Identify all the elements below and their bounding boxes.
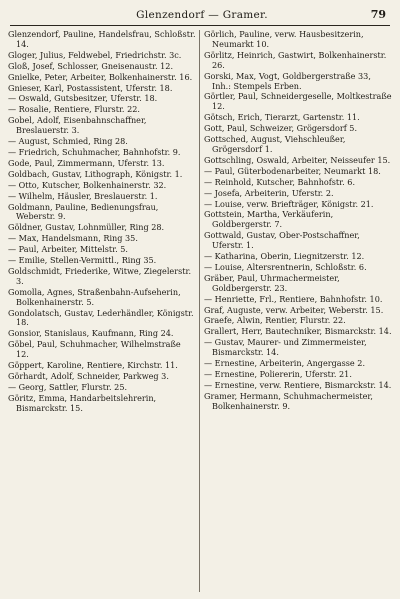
directory-entry: Gloger, Julius, Feldwebel, Friedrichstr. 3c. — [8, 49, 182, 60]
directory-entry: — Louise, Altersrentnerin, Schloßstr. 6. — [204, 261, 367, 272]
directory-entry: Grallert, Herr, Bautechniker, Bismarckstr. 14. — [204, 326, 392, 337]
header-rule — [10, 25, 390, 26]
directory-entry: — August, Schmied, Ring 28. — [8, 136, 128, 147]
directory-entry: Gomolla, Agnes, Straßenbahn-Aufseherin, Bolkenhainerstr. 5. — [8, 286, 181, 307]
directory-entry: Gräber, Paul, Uhrmachermeister, Goldbergerstr. 23. — [204, 272, 340, 293]
left-column — [8, 30, 196, 414]
directory-entry: — Ernestine, verw. Rentiere, Bismarckstr. 14. — [204, 379, 392, 390]
directory-entry: Gondolatsch, Gustav, Lederhändler, Königstr. 18. — [8, 307, 194, 328]
directory-entry: — Josefa, Arbeiterin, Uferstr. 2. — [204, 187, 334, 198]
directory-entry: Göbel, Paul, Schuhmacher, Wilhelmstraße 12. — [8, 339, 181, 360]
column-divider — [199, 30, 200, 592]
directory-entry: — Oswald, Gutsbesitzer, Uferstr. 18. — [8, 93, 158, 104]
directory-entry: Gottstein, Martha, Verkäuferin, Goldbergerstr. 7. — [204, 209, 334, 230]
page-number: 79 — [370, 8, 386, 21]
directory-entry: — Wilhelm, Häusler, Breslauerstr. 1. — [8, 190, 158, 201]
directory-entry: — Friedrich, Schuhmacher, Bahnhofstr. 9. — [8, 146, 181, 157]
directory-entry: Gobel, Adolf, Eisenbahnschaffner, Breslauerstr. 3. — [8, 115, 147, 136]
directory-entry: Göppert, Karoline, Rentiere, Kirchstr. 11. — [8, 360, 178, 371]
directory-entry: — Rosalie, Rentiere, Flurstr. 22. — [8, 104, 140, 115]
directory-entry: — Paul, Arbeiter, Mittelstr. 5. — [8, 244, 128, 255]
directory-entry: Goldbach, Gustav, Lithograph, Königstr. 1. — [8, 168, 183, 179]
directory-entry: Göldner, Gustav, Lohnmüller, Ring 28. — [8, 222, 165, 233]
directory-entry: Görlitz, Heinrich, Gastwirt, Bolkenhainerstr. 26. — [204, 49, 387, 70]
directory-entry: Gnieser, Karl, Postassistent, Uferstr. 18. — [8, 82, 173, 93]
directory-entry: — Katharina, Oberin, Liegnitzerstr. 12. — [204, 251, 365, 262]
right-column — [204, 30, 392, 412]
directory-entry: Graefe, Alwin, Rentier, Flurstr. 22. — [204, 315, 346, 326]
directory-entry: Gottwald, Gustav, Ober-Postschaffner, Uferstr. 1. — [204, 230, 360, 251]
directory-entry: — Reinhold, Kutscher, Bahnhofstr. 6. — [204, 176, 356, 187]
directory-entry: Gramer, Hermann, Schuhmachermeister, Bolkenhainerstr. 9. — [204, 390, 373, 411]
directory-entry: — Otto, Kutscher, Bolkenhainerstr. 32. — [8, 179, 167, 190]
directory-entry: Gnielke, Peter, Arbeiter, Bolkenhainerstr. 16. — [8, 71, 193, 82]
directory-entry: — Ernestine, Arbeiterin, Angergasse 2. — [204, 358, 366, 369]
directory-entry: Gott, Paul, Schweizer, Grögersdorf 5. — [204, 123, 358, 134]
directory-entry: Görlich, Pauline, verw. Hausbesitzerin, Neumarkt 10. — [204, 29, 364, 49]
directory-entry: Graf, Auguste, verw. Arbeiter, Weberstr. 15. — [204, 304, 384, 315]
directory-entry: — Ernestine, Poliererin, Uferstr. 21. — [204, 369, 352, 379]
directory-entry: Görtler, Paul, Schneidergeselle, Moltkestraße 12. — [204, 91, 392, 112]
directory-entry: — Henriette, Frl., Rentiere, Bahnhofstr. 10. — [204, 293, 383, 304]
directory-entry: Göritz, Emma, Handarbeitslehrerin, Bismarckstr. 15. — [8, 392, 157, 413]
directory-entry: Gloß, Josef, Schlosser, Gneisenaustr. 12. — [8, 60, 174, 71]
directory-entry: Gottsched, August, Viehschleußer, Grögersdorf 1. — [204, 134, 346, 154]
directory-entry: Gottschling, Oswald, Arbeiter, Neisseufer 15. — [204, 154, 391, 165]
directory-entry: Gonsior, Stanislaus, Kaufmann, Ring 24. — [8, 328, 174, 339]
directory-entry: Gode, Paul, Zimmermann, Uferstr. 13. — [8, 157, 165, 168]
directory-entry: — Gustav, Maurer- und Zimmermeister, Bismarckstr. 14. — [204, 337, 367, 358]
directory-entry: — Paul, Güterbodenarbeiter, Neumarkt 18. — [204, 165, 381, 176]
directory-entry: — Georg, Sattler, Flurstr. 25. — [8, 381, 128, 392]
page-header — [18, 6, 386, 24]
directory-entry: Glenzendorf, Pauline, Handelsfrau, Schloßstr. 14. — [8, 29, 196, 49]
directory-entry: Görhardt, Adolf, Schneider, Parkweg 3. — [8, 371, 169, 381]
directory-entry: Götsch, Erich, Tierarzt, Gartenstr. 11. — [204, 112, 360, 123]
directory-entry: — Louise, verw. Briefträger, Königstr. 21. — [204, 198, 374, 209]
directory-entry: Goldschmidt, Friederike, Witwe, Ziegelerstr. 3. — [8, 265, 192, 286]
running-title: Glenzendorf — Gramer. — [136, 9, 268, 21]
directory-entry: — Emilie, Stellen-Vermittl., Ring 35. — [8, 255, 157, 266]
directory-entry: Goldmann, Pauline, Bedienungsfrau, Weberstr. 9. — [8, 201, 159, 222]
directory-entry: Gorski, Max, Vogt, Goldbergerstraße 33, Inh.: Stempels Erben. — [204, 70, 371, 91]
directory-entry: — Max, Handelsmann, Ring 35. — [8, 233, 138, 244]
